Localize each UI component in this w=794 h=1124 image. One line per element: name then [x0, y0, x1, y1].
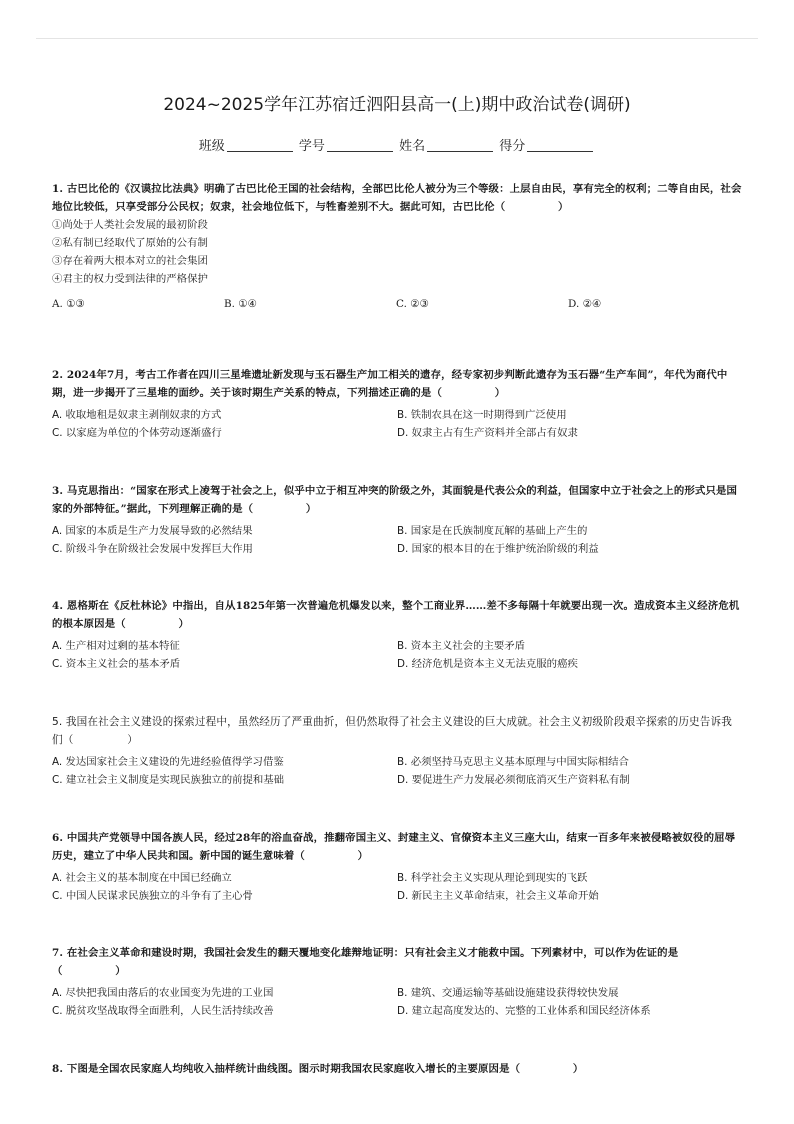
page-title: 2024~2025学年江苏宿迁泗阳县高一(上)期中政治试卷(调研) — [163, 95, 631, 115]
question-8 — [52, 1060, 742, 1078]
header-divider — [36, 38, 758, 39]
name-blank[interactable] — [427, 151, 493, 152]
options — [52, 637, 742, 673]
option-a[interactable]: A. ①③ — [52, 298, 85, 310]
option-b[interactable]: B. 资本主义社会的主要矛盾 — [397, 640, 526, 652]
question-text: 5. 我国在社会主义建设的探索过程中，虽然经历了严重曲折，但仍然取得了社会主义建设的巨大成就。社会主义初级阶段艰辛探索的历史告诉我们（ ） — [52, 716, 733, 746]
question-3 — [52, 482, 742, 558]
question-text: 4. 恩格斯在《反杜林论》中指出，自从1825年第一次普遍危机爆发以来，整个工商业界……差不多每隔十年就要出现一次。造成资本主义经济危机的根本原因是（ ） — [52, 600, 740, 630]
question-text: 2. 2024年7月，考古工作者在四川三星堆遗址新发现与玉石器生产加工相关的遗存，经专家初步判断此遗存为玉石器“生产车间”，年代为商代中期，进一步揭开了三星堆的面纱。关于该时期生产关系的特点，下列描述正确的是（ ） — [52, 369, 728, 399]
options — [52, 406, 742, 442]
option-b[interactable]: B. 国家是在氏族制度瓦解的基础上产生的 — [397, 525, 588, 537]
option-d[interactable]: D. ②④ — [568, 298, 602, 310]
option-b[interactable]: B. ①④ — [224, 298, 257, 310]
id-blank[interactable] — [327, 151, 393, 152]
option-d[interactable]: D. 建立起高度发达的、完整的工业体系和国民经济体系 — [397, 1005, 651, 1017]
question-2 — [52, 366, 742, 442]
option-b[interactable]: B. 建筑、交通运输等基础设施建设获得较快发展 — [397, 987, 619, 999]
option-c[interactable]: C. 资本主义社会的基本矛盾 — [52, 658, 181, 670]
options — [52, 522, 742, 558]
option-d[interactable]: D. 国家的根本目的在于维护统治阶级的利益 — [397, 543, 599, 555]
option-c[interactable]: C. 中国人民谋求民族独立的斗争有了主心骨 — [52, 890, 253, 902]
score-label: 得分 — [499, 139, 526, 154]
question-text: 8. 下图是全国农民家庭人均纯收入抽样统计曲线图。图示时期我国农民家庭收入增长的主要原因是（ ） — [52, 1063, 584, 1075]
option-b[interactable]: B. 必须坚持马克思主义基本原理与中国实际相结合 — [397, 756, 629, 768]
statement: ②私有制已经取代了原始的公有制 — [52, 237, 208, 249]
option-a[interactable]: A. 社会主义的基本制度在中国已经确立 — [52, 872, 232, 884]
question-text: 6. 中国共产党领导中国各族人民，经过28年的浴血奋战，推翻帝国主义、封建主义、官僚资本主义三座大山，结束一百多年来被侵略被奴役的屈辱历史，建立了中华人民共和国。新中国的诞生意味着（ ） — [52, 832, 736, 862]
statement: ④君主的权力受到法律的严格保护 — [52, 273, 208, 285]
options — [52, 984, 742, 1020]
option-a[interactable]: A. 发达国家社会主义建设的先进经验值得学习借鉴 — [52, 756, 284, 768]
option-d[interactable]: D. 新民主主义革命结束，社会主义革命开始 — [397, 890, 599, 902]
question-text: 3. 马克思指出：“国家在形式上凌驾于社会之上，似乎中立于相互冲突的阶级之外，其面貌是代表公众的利益，但国家中立于社会之上的形式只是国家的外部特征。”据此，下列理解正确的是（ ） — [52, 485, 738, 515]
option-a[interactable]: A. 国家的本质是生产力发展导致的必然结果 — [52, 525, 253, 537]
class-label: 班级 — [198, 139, 225, 154]
option-a[interactable]: A. 尽快把我国由落后的农业国变为先进的工业国 — [52, 987, 274, 999]
option-c[interactable]: C. 阶级斗争在阶级社会发展中发挥巨大作用 — [52, 543, 253, 555]
student-info-line — [0, 135, 794, 154]
question-text: 1. 古巴比伦的《汉谟拉比法典》明确了古巴比伦王国的社会结构，全部巴比伦人被分为三个等级：上层自由民，享有完全的权利；二等自由民，社会地位比较低，只享受部分公民权；奴隶，社会地位低下，与牲畜差别不大。据此可知，古巴比伦（ ） — [52, 183, 742, 213]
options — [52, 869, 742, 905]
statement: ①尚处于人类社会发展的最初阶段 — [52, 219, 208, 231]
class-blank[interactable] — [227, 151, 293, 152]
name-label: 姓名 — [399, 139, 426, 154]
option-c[interactable]: C. 建立社会主义制度是实现民族独立的前提和基础 — [52, 774, 285, 786]
option-c[interactable]: C. ②③ — [396, 298, 429, 310]
question-text: 7. 在社会主义革命和建设时期，我国社会发生的翻天覆地变化雄辩地证明：只有社会主义才能救中国。下列素材中，可以作为佐证的是（ ） — [52, 947, 679, 977]
question-7 — [52, 944, 742, 1020]
option-a[interactable]: A. 生产相对过剩的基本特征 — [52, 640, 180, 652]
option-b[interactable]: B. 科学社会主义实现从理论到现实的飞跃 — [397, 872, 588, 884]
option-d[interactable]: D. 要促进生产力发展必须彻底消灭生产资料私有制 — [397, 774, 630, 786]
option-d[interactable]: D. 经济危机是资本主义无法克服的癌疾 — [397, 658, 578, 670]
question-4 — [52, 597, 742, 673]
option-b[interactable]: B. 铁制农具在这一时期得到广泛使用 — [397, 409, 567, 421]
option-d[interactable]: D. 奴隶主占有生产资料并全部占有奴隶 — [397, 427, 578, 439]
question-1 — [52, 180, 742, 310]
option-c[interactable]: C. 脱贫攻坚战取得全面胜利，人民生活持续改善 — [52, 1005, 274, 1017]
question-5 — [52, 713, 742, 789]
question-6 — [52, 829, 742, 905]
option-c[interactable]: C. 以家庭为单位的个体劳动逐渐盛行 — [52, 427, 222, 439]
statement: ③存在着两大根本对立的社会集团 — [52, 255, 208, 267]
score-blank[interactable] — [527, 151, 593, 152]
option-a[interactable]: A. 收取地租是奴隶主剥削奴隶的方式 — [52, 409, 222, 421]
options — [52, 753, 742, 789]
id-label: 学号 — [298, 139, 325, 154]
options — [52, 298, 742, 310]
